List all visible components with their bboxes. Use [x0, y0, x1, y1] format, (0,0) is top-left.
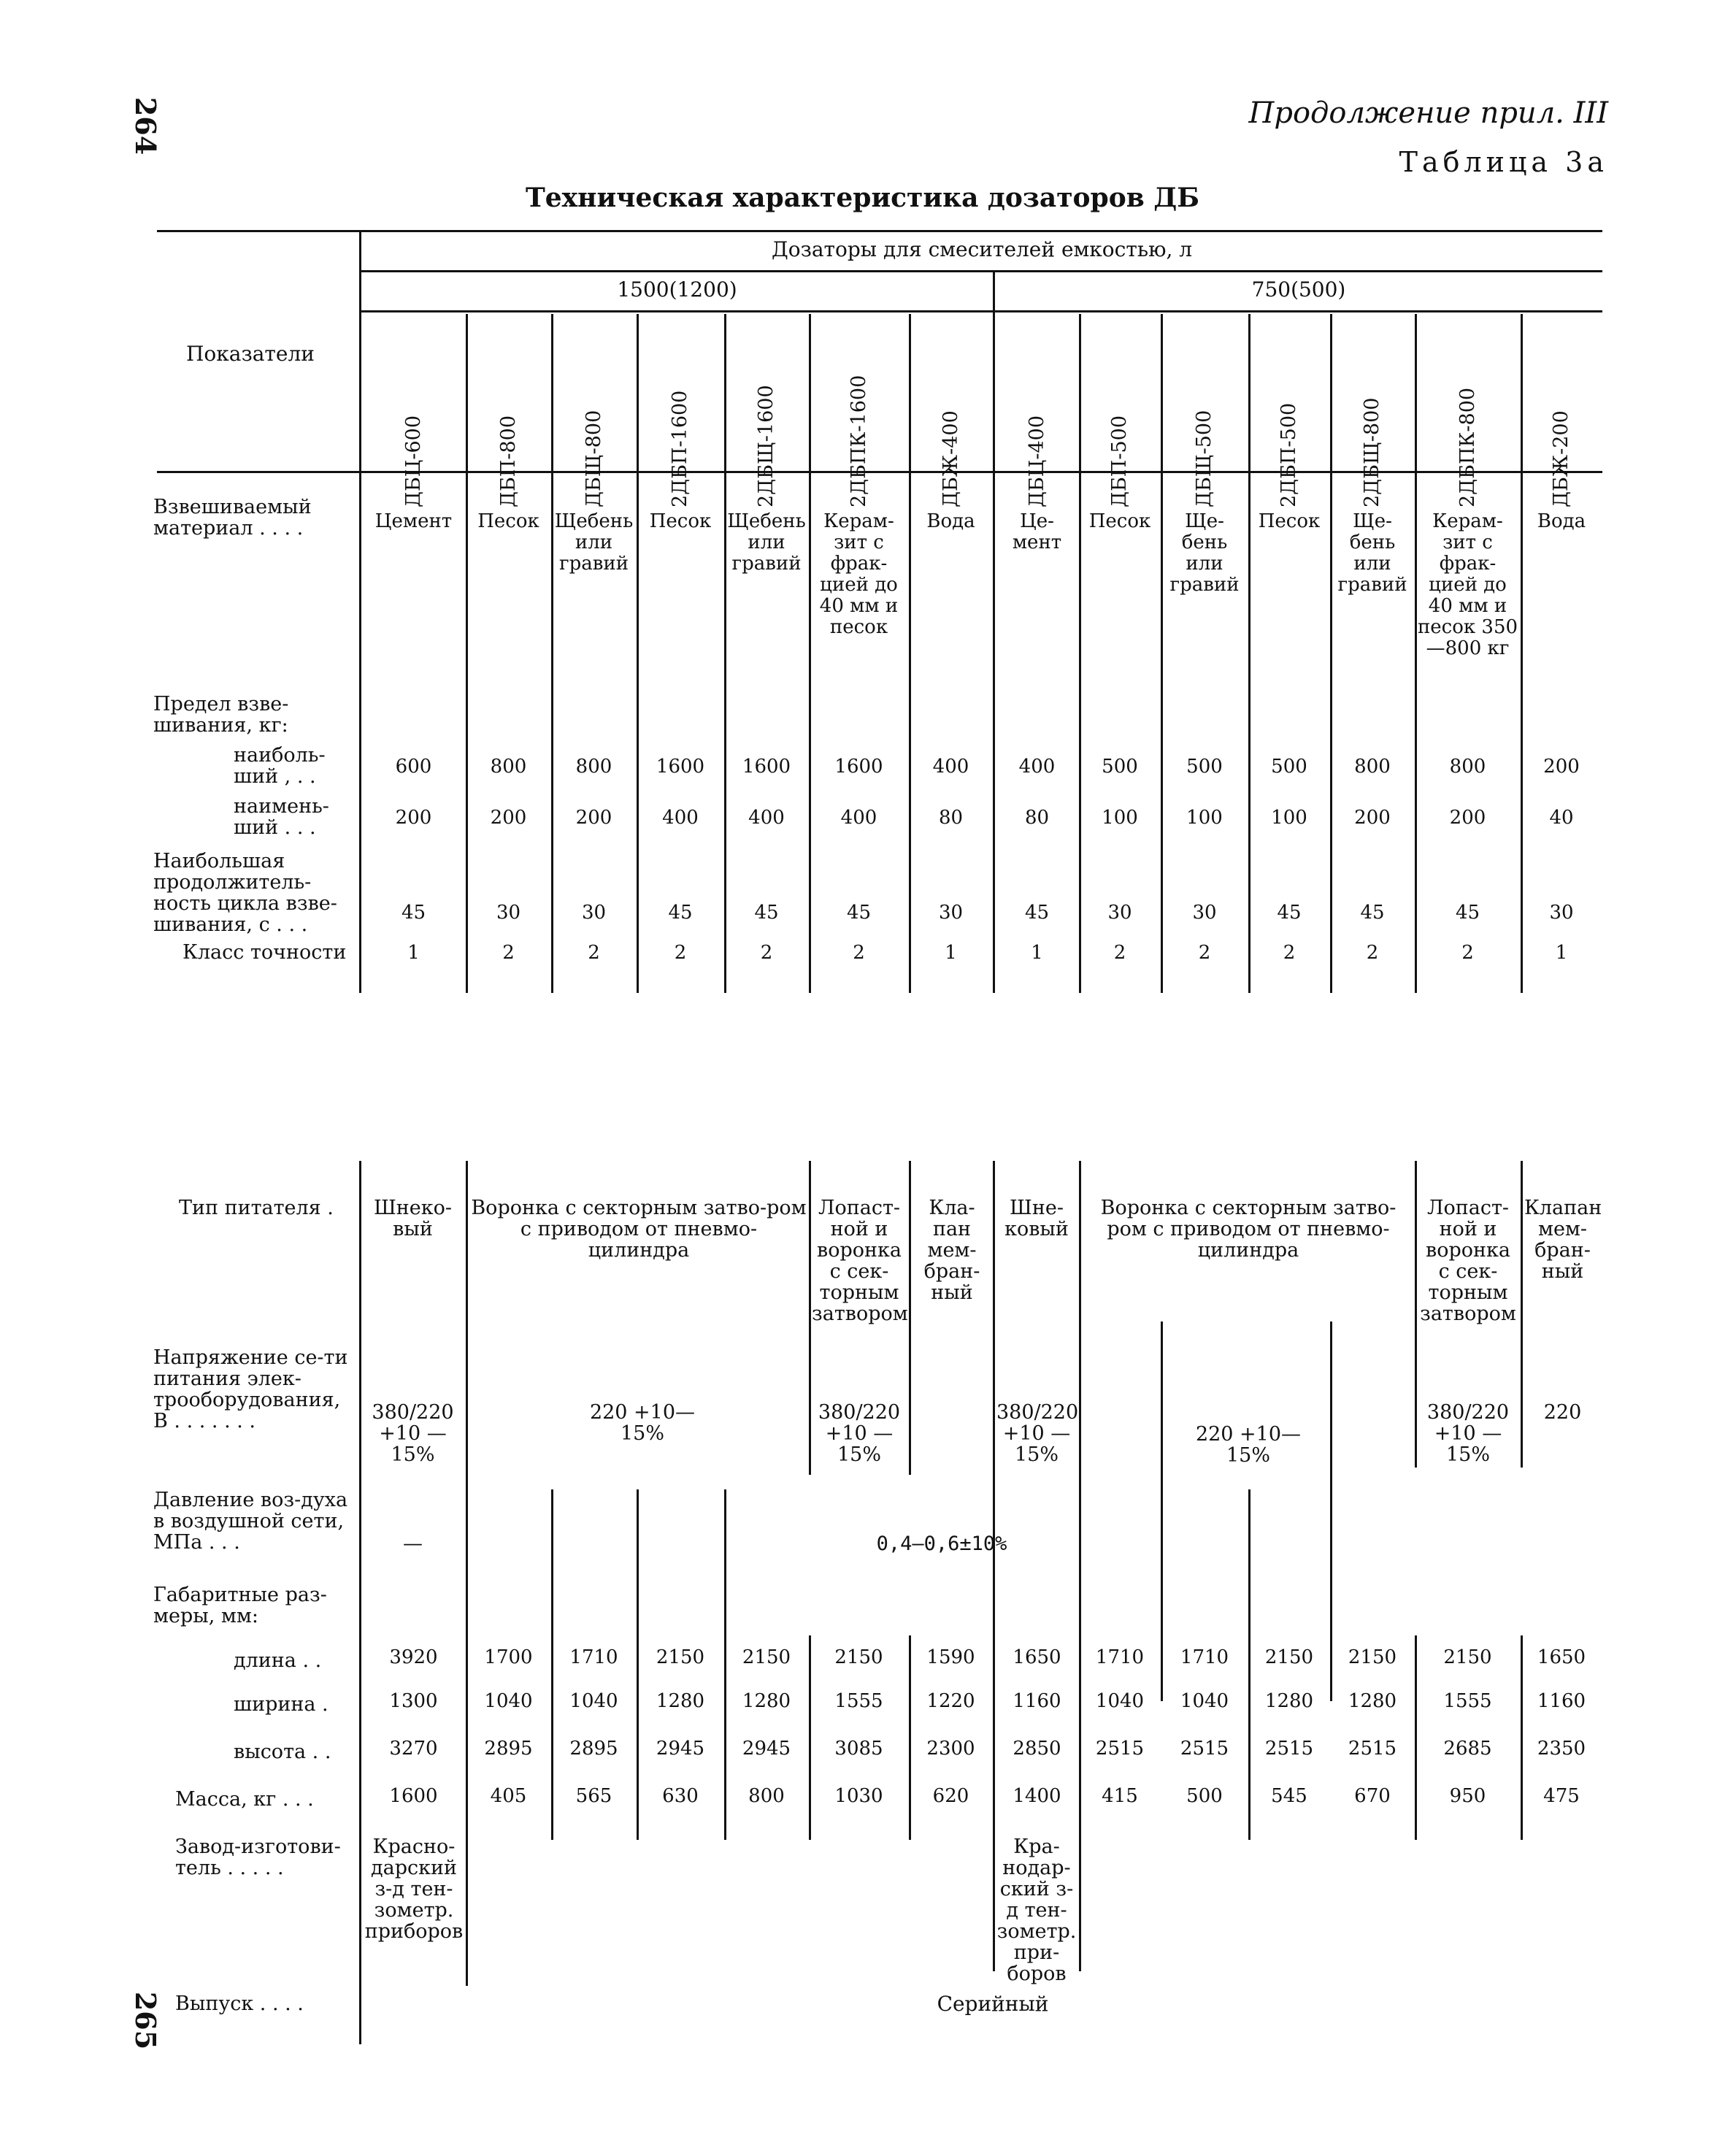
column-header-2: ДБП-800 — [496, 415, 520, 507]
min-value: 400 — [840, 807, 877, 829]
width-value: 1300 — [389, 1690, 438, 1712]
column-header-12: 2ДБЩ-800 — [1361, 397, 1383, 507]
cycle-value: 30 — [1107, 902, 1132, 924]
pressure-dash: — — [403, 1532, 423, 1555]
width-value: 1555 — [1443, 1690, 1492, 1712]
length-value: 2150 — [1443, 1646, 1492, 1668]
material-cell: Це-мент — [1012, 510, 1062, 553]
row-label-accuracy: Класс точности — [183, 941, 347, 964]
height-value: 2515 — [1180, 1738, 1229, 1760]
mass-value: 545 — [1271, 1785, 1307, 1807]
row-label-mass: Масса, кг . . . — [175, 1788, 314, 1811]
feeder-auger-2: Шне-ковый — [1004, 1197, 1069, 1240]
feeder-auger-1: Шнеко-вый — [373, 1197, 453, 1240]
height-value: 2515 — [1348, 1738, 1397, 1760]
row-label-pressure: Давление воз-духа в воздушной сети, МПа . . . — [153, 1489, 348, 1554]
column-separator — [909, 314, 911, 993]
height-value: 2895 — [484, 1738, 533, 1760]
cycle-value: 30 — [1549, 902, 1574, 924]
cycle-value: 45 — [846, 902, 872, 924]
accuracy-value: 1 — [407, 942, 420, 964]
voltage-7: 220 — [1543, 1401, 1582, 1424]
width-value: 1280 — [742, 1690, 791, 1712]
max-value: 400 — [1018, 756, 1056, 778]
min-value: 200 — [1354, 807, 1391, 829]
lower-sep — [1079, 1161, 1081, 1971]
height-value: 2515 — [1264, 1738, 1314, 1760]
column-separator — [1521, 314, 1523, 993]
max-value: 1600 — [742, 756, 791, 778]
cycle-value: 45 — [754, 902, 779, 924]
pressure-value: 0,4—0,6±10% — [876, 1532, 1007, 1555]
row-label-feeder: Тип питателя . — [179, 1197, 334, 1219]
subgroup-rule — [361, 310, 1602, 312]
mass-value: 1030 — [834, 1785, 883, 1807]
material-cell: Щебень или гравий — [554, 510, 634, 575]
column-separator — [1330, 314, 1332, 993]
width-value: 1220 — [926, 1690, 975, 1712]
column-header-9: ДБП-500 — [1108, 415, 1131, 507]
column-separator — [466, 314, 468, 993]
accuracy-value: 2 — [1366, 942, 1379, 964]
height-value: 2685 — [1443, 1738, 1492, 1760]
min-value: 100 — [1271, 807, 1307, 829]
width-value: 1040 — [569, 1690, 618, 1712]
max-value: 500 — [1102, 756, 1138, 778]
length-value: 2150 — [1264, 1646, 1314, 1668]
column-separator — [809, 314, 811, 993]
feeder-valve-1: Кла-пан мем-бран-ный — [923, 1197, 980, 1304]
column-header-5: 2ДБЩ-1600 — [755, 385, 777, 507]
min-value: 100 — [1186, 807, 1223, 829]
group-rule — [361, 270, 1602, 272]
column-header-13: 2ДБПК-800 — [1456, 387, 1479, 507]
cycle-value: 45 — [1360, 902, 1385, 924]
table-label: Таблица 3а — [1399, 146, 1608, 178]
cycle-value: 45 — [1277, 902, 1302, 924]
mass-value: 500 — [1186, 1785, 1223, 1807]
row-label-height: высота . . — [234, 1741, 331, 1763]
accuracy-value: 2 — [760, 942, 773, 964]
row-label-width: ширина . — [234, 1693, 329, 1716]
length-value: 2150 — [834, 1646, 883, 1668]
factory-1: Красно-дарский з-д тен-зометр. приборов — [364, 1836, 468, 1942]
voltage-4: 380/220 +10 —15% — [996, 1401, 1079, 1466]
max-value: 800 — [575, 756, 612, 778]
column-separator — [551, 314, 553, 993]
height-value: 2515 — [1095, 1738, 1145, 1760]
lower-sep — [1248, 1489, 1250, 1840]
column-header-6: 2ДБПК-1600 — [847, 375, 870, 507]
lower-sep — [551, 1489, 553, 1840]
lower-sep — [1415, 1161, 1417, 1468]
column-header-1: ДБЦ-600 — [402, 415, 425, 507]
min-value: 80 — [1024, 807, 1050, 829]
mass-value: 565 — [575, 1785, 612, 1807]
length-value: 1590 — [926, 1646, 975, 1668]
accuracy-value: 2 — [1113, 942, 1126, 964]
length-value: 1650 — [1537, 1646, 1586, 1668]
feeder-valve-2: Клапан мем-бран-ный — [1524, 1197, 1602, 1283]
material-cell: Вода — [926, 510, 975, 532]
max-value: 800 — [1449, 756, 1486, 778]
height-value: 3085 — [834, 1738, 883, 1760]
group-main-header: Дозаторы для смесителей емкостью, л — [771, 237, 1193, 261]
cycle-value: 30 — [581, 902, 607, 924]
accuracy-value: 1 — [945, 942, 957, 964]
lower-sep — [909, 1161, 911, 1475]
lower-sep — [1161, 1321, 1163, 1701]
lower-sep — [993, 1161, 995, 1971]
length-value: 3920 — [389, 1646, 438, 1668]
max-value: 500 — [1186, 756, 1223, 778]
feeder-blade-2: Лопаст-ной и воронка с сек-торным затвором — [1420, 1197, 1516, 1325]
accuracy-value: 1 — [1555, 942, 1568, 964]
group-divider — [993, 270, 995, 993]
width-value: 1040 — [1180, 1690, 1229, 1712]
top-rule — [157, 230, 1602, 232]
column-header-3: ДБЩ-800 — [582, 410, 605, 507]
voltage-3: 380/220 +10 —15% — [818, 1401, 901, 1466]
row-label-voltage: Напряжение се-ти питания элек-трооборудования, В . . . . . . . — [153, 1346, 348, 1432]
lower-sep — [809, 1635, 811, 1840]
material-cell: Цемент — [374, 510, 453, 532]
width-value: 1280 — [656, 1690, 705, 1712]
mass-value: 1600 — [389, 1785, 438, 1807]
cycle-value: 30 — [938, 902, 964, 924]
max-value: 200 — [1543, 756, 1580, 778]
length-value: 1710 — [1095, 1646, 1145, 1668]
row-label-factory: Завод-изготови-тель . . . . . — [175, 1835, 341, 1879]
column-separator — [1248, 314, 1250, 993]
page-number-bottom: 265 — [129, 1991, 163, 2050]
cycle-value: 45 — [1455, 902, 1480, 924]
row-label-limit: Предел взве-шивания, кг: — [153, 693, 289, 737]
material-cell: Песок — [1088, 510, 1151, 532]
voltage-1: 380/220 +10 —15% — [372, 1401, 454, 1466]
voltage-2: 220 +10—15% — [589, 1401, 696, 1445]
material-cell: Щебень или гравий — [727, 510, 806, 575]
column-header-7: ДБЖ-400 — [939, 410, 962, 507]
min-value: 80 — [938, 807, 964, 829]
row-label-cycle: Наибольшая продолжитель-ность цикла взве-шивания, с . . . — [153, 850, 337, 936]
min-value: 200 — [575, 807, 612, 829]
accuracy-value: 2 — [1283, 942, 1296, 964]
length-value: 2150 — [656, 1646, 705, 1668]
cycle-value: 30 — [1192, 902, 1217, 924]
voltage-6: 380/220 +10 —15% — [1426, 1401, 1510, 1466]
factory-2: Кра-нодар-ский з-д тен-зометр. при-боров — [996, 1835, 1077, 1985]
max-value: 1600 — [656, 756, 705, 778]
mass-value: 620 — [932, 1785, 969, 1807]
lower-sep — [1521, 1161, 1523, 1468]
material-cell: Ще-бень или гравий — [1337, 510, 1407, 596]
release-value: Серийный — [937, 1992, 1049, 2016]
cycle-value: 30 — [496, 902, 521, 924]
indicators-header: Показатели — [186, 342, 315, 366]
height-value: 3270 — [389, 1738, 438, 1760]
group-1500-header: 1500(1200) — [617, 277, 737, 302]
lower-sep — [909, 1635, 911, 1840]
mass-value: 405 — [490, 1785, 527, 1807]
length-value: 2150 — [1348, 1646, 1397, 1668]
accuracy-value: 2 — [588, 942, 600, 964]
accuracy-value: 2 — [1198, 942, 1211, 964]
width-value: 1280 — [1264, 1690, 1314, 1712]
width-value: 1280 — [1348, 1690, 1397, 1712]
lower-sep — [1330, 1321, 1332, 1701]
max-value: 600 — [395, 756, 432, 778]
lower-sep — [1521, 1635, 1523, 1840]
cycle-value: 45 — [401, 902, 426, 924]
column-separator — [1079, 314, 1081, 993]
lower-sep — [809, 1161, 811, 1475]
length-value: 1710 — [569, 1646, 618, 1668]
width-value: 1040 — [1095, 1690, 1145, 1712]
width-value: 1555 — [834, 1690, 883, 1712]
stub-divider — [359, 230, 361, 993]
mass-value: 800 — [748, 1785, 785, 1807]
mass-value: 1400 — [1013, 1785, 1061, 1807]
min-value: 400 — [662, 807, 699, 829]
column-header-8: ДБЦ-400 — [1025, 415, 1048, 507]
continuation-note: Продолжение прил. III — [1248, 96, 1608, 130]
min-value: 200 — [395, 807, 432, 829]
mass-value: 630 — [662, 1785, 699, 1807]
accuracy-value: 2 — [674, 942, 687, 964]
mass-value: 415 — [1102, 1785, 1138, 1807]
min-value: 200 — [1449, 807, 1486, 829]
max-value: 400 — [932, 756, 969, 778]
length-value: 1700 — [484, 1646, 533, 1668]
max-value: 500 — [1271, 756, 1307, 778]
column-header-14: ДБЖ-200 — [1550, 410, 1572, 507]
cycle-value: 45 — [1024, 902, 1050, 924]
accuracy-value: 2 — [502, 942, 515, 964]
lower-sep — [724, 1489, 726, 1840]
column-separator — [724, 314, 726, 993]
mass-value: 950 — [1449, 1785, 1486, 1807]
accuracy-value: 1 — [1031, 942, 1043, 964]
height-value: 2850 — [1013, 1738, 1061, 1760]
length-value: 2150 — [742, 1646, 791, 1668]
length-value: 1710 — [1180, 1646, 1229, 1668]
accuracy-value: 2 — [1461, 942, 1474, 964]
stub-divider-lower — [359, 1161, 361, 2044]
voltage-5: 220 +10—15% — [1195, 1423, 1302, 1467]
min-value: 100 — [1102, 807, 1138, 829]
min-value: 400 — [748, 807, 785, 829]
feeder-sector-2: Воронка с секторным затво-ром с приводом от пневмо-цилиндра — [1100, 1197, 1396, 1262]
column-separator — [637, 314, 639, 993]
lower-sep — [637, 1489, 639, 1840]
lower-sep — [1415, 1635, 1417, 1840]
row-label-max: наиболь-ший , . . — [234, 744, 326, 788]
cycle-value: 45 — [668, 902, 693, 924]
column-separator — [1161, 314, 1163, 993]
row-label-min: наимень-ший . . . — [234, 795, 329, 839]
max-value: 1600 — [834, 756, 883, 778]
height-value: 2300 — [926, 1738, 975, 1760]
feeder-sector-1: Воронка с секторным затво-ром с приводом от пневмо-цилиндра — [471, 1197, 807, 1262]
width-value: 1160 — [1537, 1690, 1586, 1712]
material-cell: Керам-зит с фрак-цией до 40 мм и песок — [819, 510, 899, 638]
mass-value: 670 — [1354, 1785, 1391, 1807]
width-value: 1040 — [484, 1690, 533, 1712]
column-header-10: ДБЩ-500 — [1193, 410, 1215, 507]
row-label-material: Взвешиваемый материал . . . . — [153, 496, 312, 540]
accuracy-value: 2 — [853, 942, 865, 964]
material-cell: Ще-бень или гравий — [1169, 510, 1240, 596]
group-750-header: 750(500) — [1251, 277, 1346, 302]
height-value: 2945 — [742, 1738, 791, 1760]
min-value: 40 — [1549, 807, 1574, 829]
mass-value: 475 — [1543, 1785, 1580, 1807]
height-value: 2895 — [569, 1738, 618, 1760]
column-header-4: 2ДБП-1600 — [669, 390, 691, 507]
max-value: 800 — [1354, 756, 1391, 778]
height-value: 2350 — [1537, 1738, 1586, 1760]
material-cell: Вода — [1537, 510, 1586, 532]
feeder-blade-1: Лопаст-ной и воронка с сек-торным затвором — [812, 1197, 908, 1325]
material-cell: Песок — [649, 510, 712, 532]
table-title: Техническая характеристика дозаторов ДБ — [525, 183, 1200, 213]
width-value: 1160 — [1013, 1690, 1061, 1712]
material-cell: Песок — [477, 510, 539, 532]
column-header-11: 2ДБП-500 — [1278, 402, 1300, 507]
row-label-release: Выпуск . . . . — [175, 1992, 304, 2015]
min-value: 200 — [490, 807, 527, 829]
length-value: 1650 — [1013, 1646, 1061, 1668]
max-value: 800 — [490, 756, 527, 778]
row-label-dims: Габаритные раз-меры, мм: — [153, 1584, 327, 1627]
material-cell: Песок — [1258, 510, 1321, 532]
page-number-top: 264 — [129, 96, 163, 156]
row-label-length: длина . . — [234, 1649, 322, 1672]
material-cell: Керам-зит с фрак-цией до 40 мм и песок 350—800 кг — [1417, 510, 1518, 659]
height-value: 2945 — [656, 1738, 705, 1760]
